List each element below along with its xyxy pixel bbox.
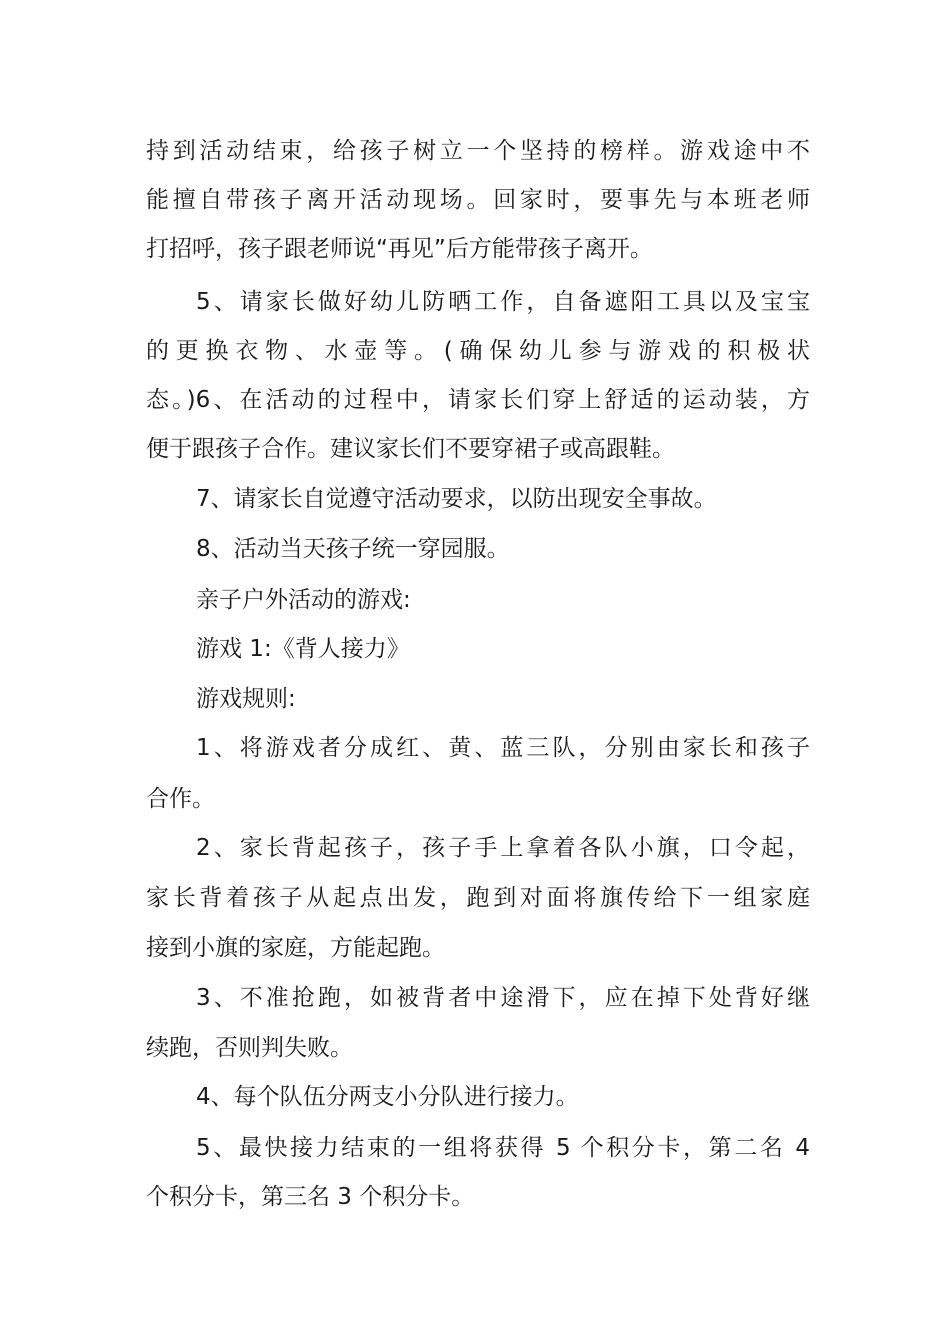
text-line: 合作。 — [146, 786, 215, 812]
text-line: 态。)6、在活动的过程中，请家长们穿上舒适的运动装，方 — [146, 387, 810, 413]
text-line: 接到小旗的家庭，方能起跑。 — [146, 935, 445, 961]
text-line: 3、不准抢跑，如被背者中途滑下，应在掉下处背好继 — [196, 985, 810, 1011]
text-line: 5、请家长做好幼儿防晒工作，自备遮阳工具以及宝宝 — [196, 289, 810, 315]
text-line: 家长背着孩子从起点出发，跑到对面将旗传给下一组家庭 — [146, 885, 810, 911]
text-line: 7、请家长自觉遵守活动要求，以防出现安全事故。 — [196, 486, 717, 512]
text-line: 游戏 1:《背人接力》 — [196, 636, 410, 662]
text-line: 游戏规则: — [196, 686, 296, 712]
text-line: 2、家长背起孩子，孩子手上拿着各队小旗，口令起， — [196, 835, 810, 861]
text-line: 打招呼，孩子跟老师说“再见”后方能带孩子离开。 — [146, 236, 653, 262]
text-line: 个积分卡，第三名 3 个积分卡。 — [146, 1184, 475, 1210]
text-line: 便于跟孩子合作。建议家长们不要穿裙子或高跟鞋。 — [146, 436, 675, 462]
text-line: 能擅自带孩子离开活动现场。回家时，要事先与本班老师 — [146, 187, 810, 213]
text-line: 的更换衣物、水壶等。(确保幼儿参与游戏的积极状 — [146, 338, 810, 364]
text-line: 5、最快接力结束的一组将获得 5 个积分卡，第二名 4 — [196, 1135, 810, 1161]
text-line: 续跑，否则判失败。 — [146, 1035, 353, 1061]
text-line: 亲子户外活动的游戏: — [196, 587, 411, 613]
text-line: 8、活动当天孩子统一穿园服。 — [196, 536, 510, 562]
text-line: 持到活动结束，给孩子树立一个坚持的榜样。游戏途中不 — [146, 138, 810, 164]
text-line: 1、将游戏者分成红、黄、蓝三队，分别由家长和孩子 — [196, 735, 810, 761]
text-line: 4、每个队伍分两支小分队进行接力。 — [196, 1084, 579, 1110]
